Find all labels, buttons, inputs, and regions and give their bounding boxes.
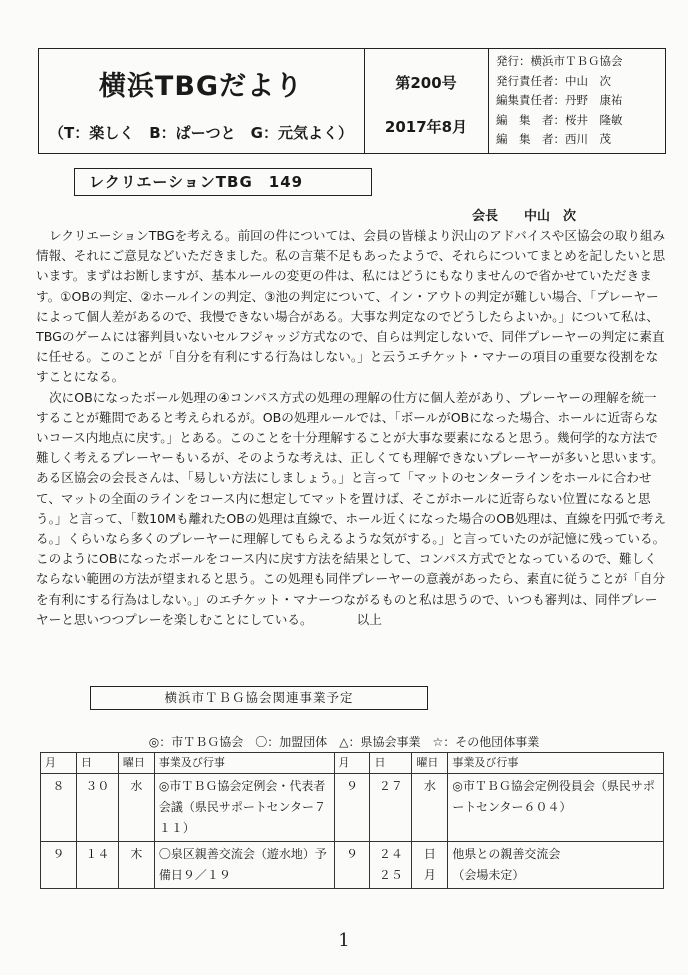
header-cell: 事業及び行事: [154, 753, 334, 774]
events-table: [40, 752, 664, 889]
day-cell: １４: [76, 842, 118, 889]
header-cell: 月: [41, 753, 77, 774]
header-cell: 曜日: [412, 753, 448, 774]
weekday-cell: 木: [118, 842, 154, 889]
header-cell: 日: [370, 753, 412, 774]
section-title: レクリエーションTBG 149: [74, 168, 372, 196]
table-header-row: [41, 753, 664, 774]
weekday-cell: 水: [118, 774, 154, 842]
article-paragraph: レクリエーションTBGを考える。前回の件については、会員の皆様より沢山のアドバイスや区協会の取り組み情報、それにご意見などいただきました。私の言葉不足もあったようで、それらについてまとめを記したいと思います。まずはお断しますが、基本ルールの変更の件は、私にはどうにもなりませんので省かせていただきます。①OBの判定、②ホールインの判定、③池の判定について、イン・アウトの判定が難しい場合、「プレーヤーによって個人差があるので、我慢できない場合がある。大事な判定なのでどうしたらよいか。」について私は、TBGのゲームには審判員いないセルフジャッジ方式なので、自らは判定しないで、同伴プレーヤーの判定に素直に任せる。このことが「自分を有利にする行為はしない。」と云うエチケット・マナーの項目の重要な役割をなすことになる。: [36, 228, 666, 385]
article-body: [36, 226, 666, 630]
event-cell: ◎市ＴＢＧ協会定例会・代表者会議（県民サポートセンター７１１）: [154, 774, 334, 842]
month-cell: ８: [41, 774, 77, 842]
event-cell: 〇泉区親善交流会（遊水地）予備日９／１９: [154, 842, 334, 889]
header-cell: 月: [334, 753, 370, 774]
staff-line: 編 集 者：西川 茂: [496, 132, 611, 147]
issue-number: 第200号: [395, 74, 457, 92]
header-cell: 事業及び行事: [448, 753, 664, 774]
article-author: 会長 中山 次: [472, 209, 577, 224]
header-cell: 曜日: [118, 753, 154, 774]
page-number: 1: [338, 930, 350, 951]
newsletter-subtitle: （T：楽しく B：ぱーつと G：元気よく）: [49, 124, 353, 142]
staff-line: 編集責任者：丹野 康祐: [496, 93, 623, 108]
month-cell: ９: [41, 842, 77, 889]
masthead-divider: [488, 48, 489, 154]
weekday-cell: 日 月: [412, 842, 448, 889]
newsletter-title: 横浜TBGだより: [98, 71, 304, 102]
table-row: [41, 842, 664, 889]
event-cell: 他県との親善交流会 （会場未定）: [448, 842, 664, 889]
staff-line: 発行責任者：中山 次: [496, 73, 611, 88]
day-cell: ２４ ２５: [370, 842, 412, 889]
month-cell: ９: [334, 774, 370, 842]
day-cell: ３０: [76, 774, 118, 842]
events-title: 横浜市ＴＢＧ協会関連事業予定: [90, 686, 428, 710]
weekday-cell: 水: [412, 774, 448, 842]
month-cell: ９: [334, 842, 370, 889]
day-cell: ２７: [370, 774, 412, 842]
staff-line: 発行：横浜市ＴＢＧ協会: [496, 54, 623, 68]
masthead-divider: [364, 48, 365, 154]
issue-date: 2017年8月: [384, 118, 468, 136]
article-paragraph: 次にOBになったボール処理の④コンパス方式の処理の理解の仕方に個人差があり、プレーヤーの理解を統一することが難問であると考えられるが。OBの処理ルールでは、「ボールがOBになった場合、ホールに近寄らないコース内地点に戻す。」とある。このことを十分理解することが大事な要素になると思う。幾何学的な方法で難しく考えるプレーヤーもいるが、そのような考えは、正しくても理解できないプレーヤーが多いと思います。ある区協会の会長さんは、「易しい方法にしましょう。」と言って「マットのセンターラインをホールに合わせて、マットの全面のラインをコース内に想定してマットを置けば、そこがホールに近寄らない位置になると思う。」と言って、「数10Mも離れたOBの処理は直線で、ホール近くになった場合のOB処理は、直線を円弧で考える。」くらいなら多くのプレーヤーに理解してもらえるような気がする。」と言っていたのが記憶に残っている。このようにOBになったボールをコース内に戻す方法を結果として、コンパス方式でとなっているので、難しくならない範囲の方法が望まれると思う。この処理も同伴プレーヤーの意義があったら、素直に従うことが「自分を有利にする行為はしない。」のエチケット・マナーつながるものと私は思うので、いつも審判は、同伴プレーヤーと思いつつプレーを楽しむことにしている。 以上: [36, 389, 666, 627]
event-cell: ◎市ＴＢＧ協会定例役員会（県民サポートセンター６０４）: [448, 774, 664, 842]
events-legend: ◎：市ＴＢＧ協会 〇：加盟団体 △：県協会事業 ☆：その他団体事業: [148, 735, 540, 749]
table-row: [41, 774, 664, 842]
staff-line: 編 集 者：桜井 隆敏: [496, 112, 623, 127]
header-cell: 日: [76, 753, 118, 774]
staff-credits: [496, 52, 664, 150]
